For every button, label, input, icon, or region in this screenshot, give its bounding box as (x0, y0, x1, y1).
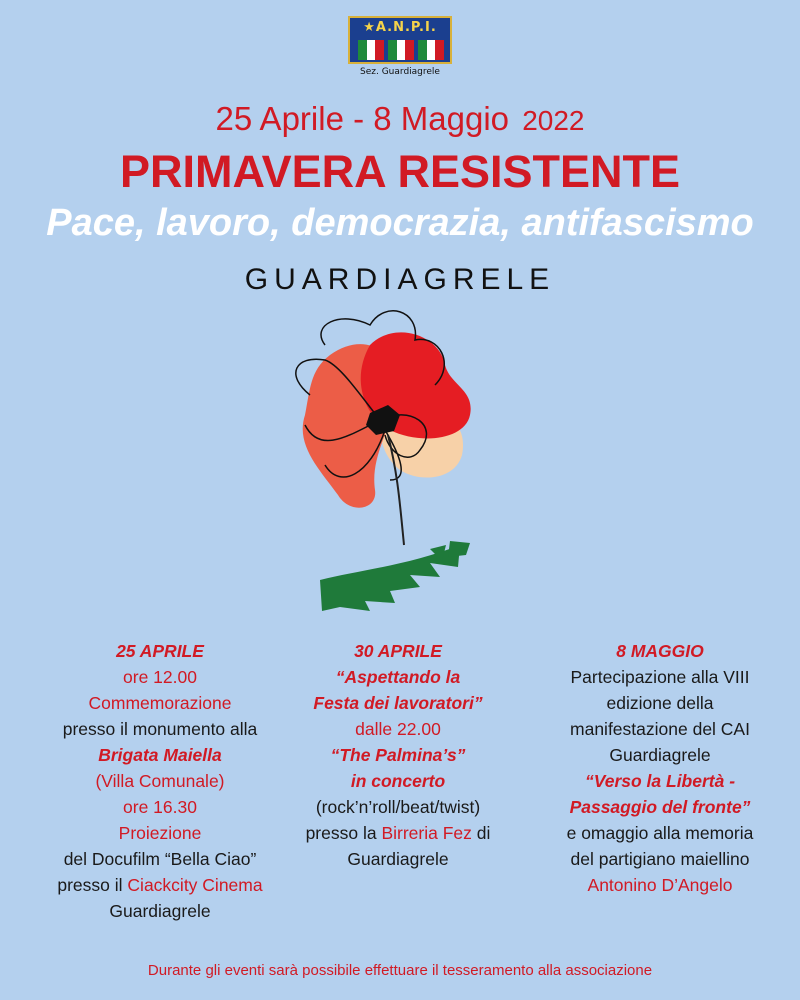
event-april-25 (40, 638, 280, 924)
event-date: 8 MAGGIO (616, 641, 704, 661)
logo-title: ★A.N.P.I. (363, 20, 437, 35)
event-title: Passaggio del fronte” (569, 797, 751, 817)
event-person: Antonino D’Angelo (587, 875, 733, 895)
year: 2022 (522, 105, 585, 136)
event-text: Guardiagrele (609, 745, 711, 765)
event-title: Proiezione (118, 823, 202, 843)
event-time: ore 12.00 (123, 667, 197, 687)
date-range: 25 Aprile - 8 Maggio (215, 100, 510, 137)
event-title: “Verso la Libertà - (584, 771, 736, 791)
event-april-30 (278, 638, 518, 872)
event-text: e omaggio alla memoria (566, 823, 754, 843)
event-text: di (476, 823, 491, 843)
event-band: “The Palmina’s” (330, 745, 466, 765)
footer-note: Durante gli eventi sarà possibile effettuare il tesseramento alla associazione (147, 962, 653, 979)
event-town: Guardiagrele (109, 901, 211, 921)
event-place: Birreria Fez (381, 823, 472, 843)
event-dates (0, 100, 800, 138)
logo-badge (348, 16, 452, 64)
event-time: ore 16.30 (123, 797, 197, 817)
event-date: 25 APRILE (116, 641, 204, 661)
event-place: Ciackcity Cinema (127, 875, 263, 895)
event-genre: (rock’n’roll/beat/twist) (315, 797, 481, 817)
anpi-logo (348, 16, 452, 86)
event-location-line (278, 820, 518, 846)
page-title: PRIMAVERA RESISTENTE (119, 146, 681, 197)
italian-flag-icon (388, 40, 414, 60)
event-text: Partecipazione alla VIII (570, 667, 750, 687)
event-place: Brigata Maiella (98, 745, 222, 765)
logo-flags (358, 40, 444, 60)
event-location-line (40, 872, 280, 898)
event-title: “Aspettando la (335, 667, 461, 687)
event-band: in concerto (350, 771, 446, 791)
logo-subtitle: Sez. Guardiagrele (360, 67, 440, 77)
event-text: del partigiano maiellino (570, 849, 750, 869)
event-date: 30 APRILE (354, 641, 442, 661)
event-text: del Docufilm “Bella Ciao” (63, 849, 257, 869)
event-may-8 (540, 638, 780, 898)
event-text: edizione della (606, 693, 714, 713)
page-subtitle: Pace, lavoro, democrazia, antifascismo (46, 202, 754, 244)
event-title: Festa dei lavoratori” (313, 693, 483, 713)
event-text: presso la (305, 823, 377, 843)
event-title: Commemorazione (88, 693, 232, 713)
town-name: GUARDIAGRELE (244, 263, 556, 296)
grass (320, 541, 470, 611)
italian-flag-icon (358, 40, 384, 60)
event-text: presso il monumento alla (62, 719, 258, 739)
event-text: presso il (57, 875, 123, 895)
event-time: dalle 22.00 (355, 719, 441, 739)
italian-flag-icon (418, 40, 444, 60)
event-text: manifestazione del CAI (570, 719, 750, 739)
event-town: Guardiagrele (347, 849, 449, 869)
event-place-detail: (Villa Comunale) (95, 771, 225, 791)
poppy-illustration (270, 305, 530, 625)
